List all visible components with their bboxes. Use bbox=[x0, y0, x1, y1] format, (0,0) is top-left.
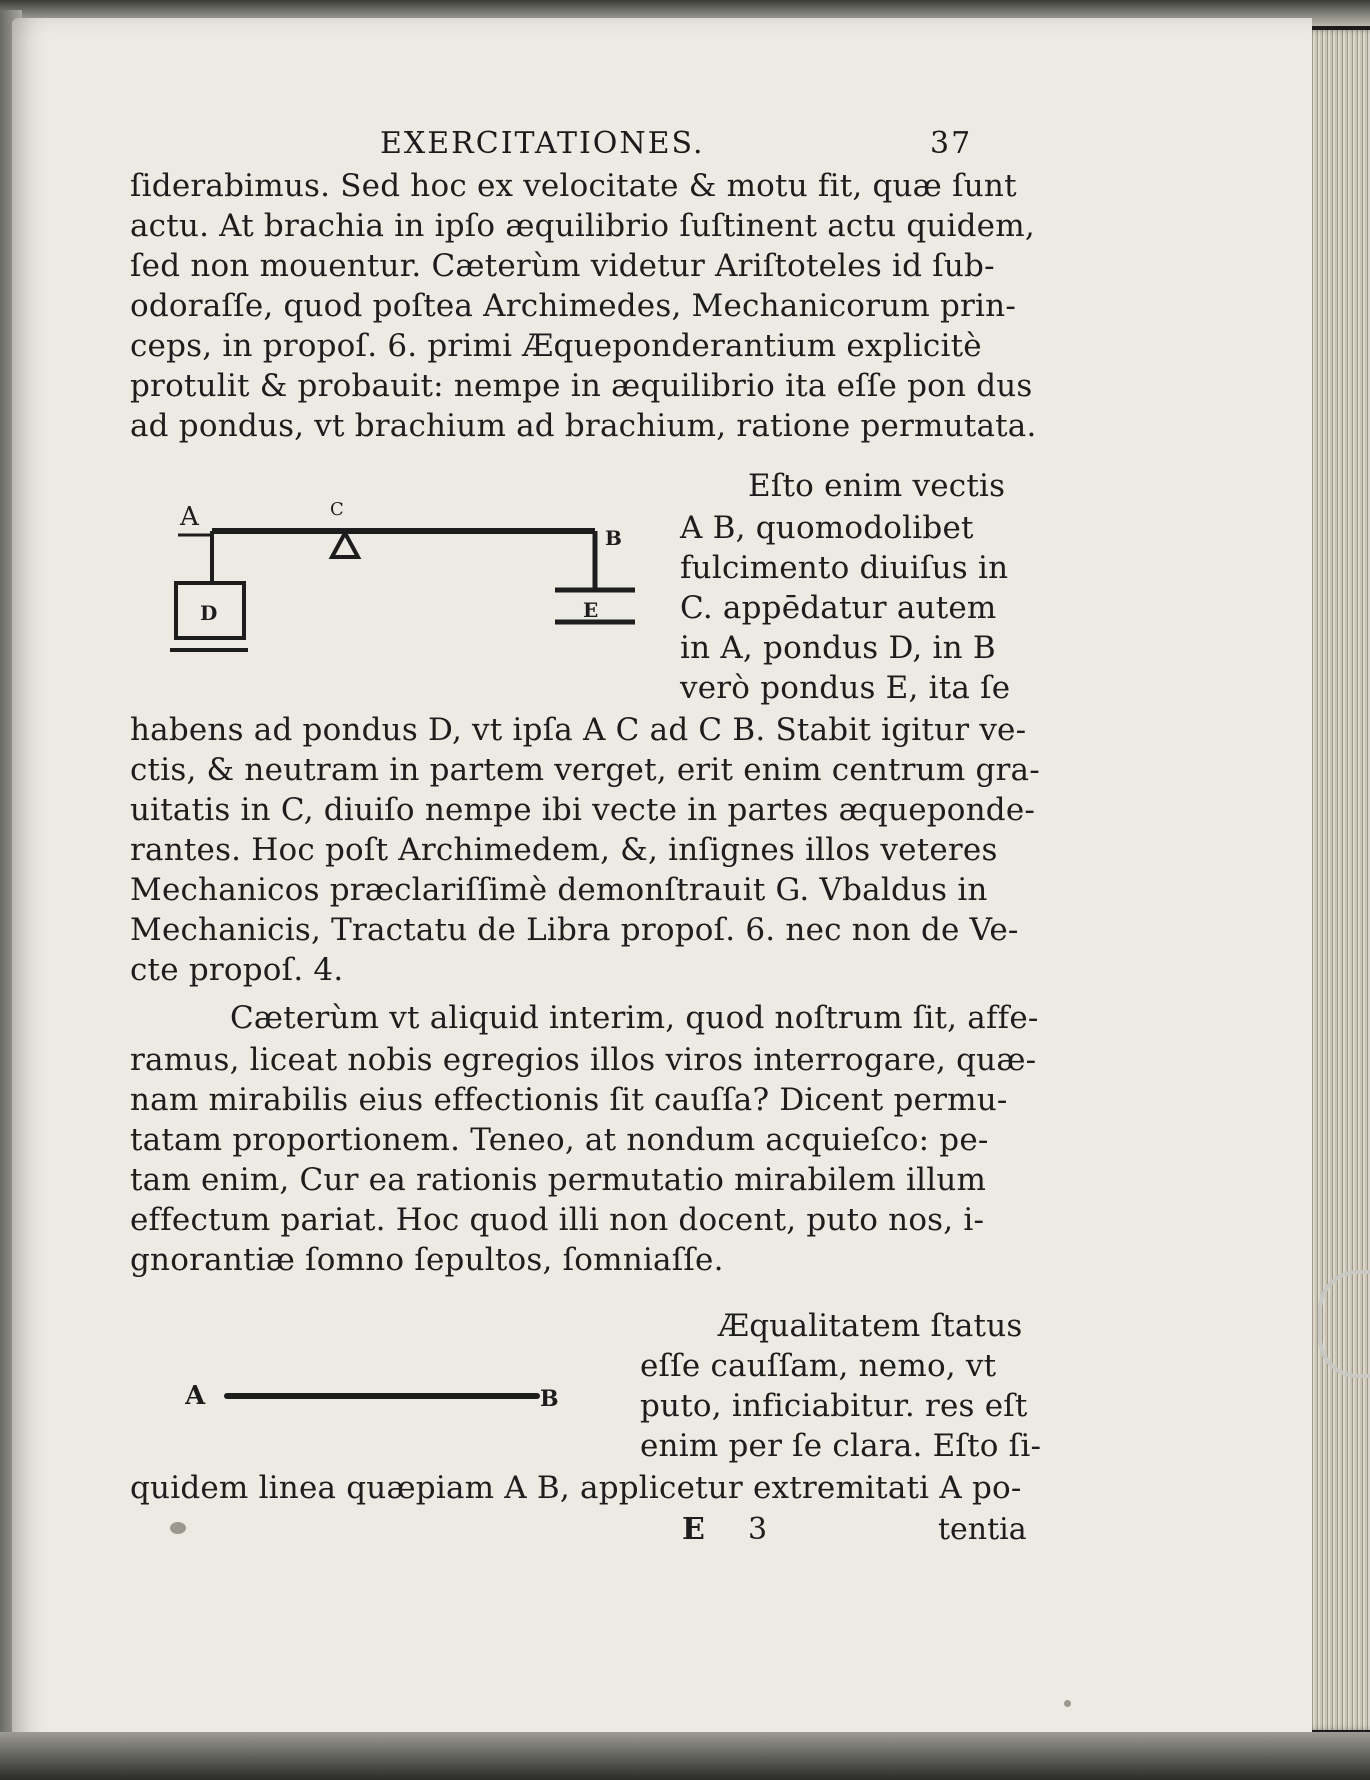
fulcrum-triangle bbox=[332, 533, 358, 557]
text-line: ſiderabimus. Sed hoc ex velocitate & motu fit, quæ ſunt bbox=[130, 168, 1017, 204]
text-line: ceps, in propoſ. 6. primi Æqueponderantium explicitè bbox=[130, 328, 982, 364]
text-line: Eſto enim vectis bbox=[748, 468, 1006, 504]
page-clip bbox=[1318, 1270, 1370, 1378]
text-line: in A, pondus D, in B bbox=[680, 630, 996, 666]
text-line: Cæterùm vt aliquid interim, quod noſtrum ſit, affe- bbox=[230, 1000, 1039, 1036]
page-number: 37 bbox=[930, 126, 973, 161]
text-line: ramus, liceat nobis egregios illos viros interrogare, quæ- bbox=[130, 1042, 1037, 1078]
text-line: eſſe cauſſam, nemo, vt bbox=[640, 1348, 997, 1384]
text-line: rantes. Hoc poſt Archimedem, &, inſignes illos veteres bbox=[130, 832, 998, 868]
label-a: A bbox=[185, 1381, 206, 1411]
text-line: cte propoſ. 4. bbox=[130, 952, 344, 988]
text-line: fulcimento diuiſus in bbox=[680, 550, 1009, 586]
text-line: Mechanicos præclariſſimè demonſtrauit G. Vbaldus in bbox=[130, 872, 988, 908]
text-line: enim per ſe clara. Eſto ſi- bbox=[640, 1428, 1042, 1464]
line-ab-diagram bbox=[185, 1370, 575, 1420]
text-line: A B, quomodolibet bbox=[680, 510, 974, 546]
text-line: puto, inficiabitur. res eſt bbox=[640, 1388, 1028, 1424]
text-line: quidem linea quæpiam A B, applicetur extremitati A po- bbox=[130, 1470, 1022, 1506]
text-line: nam mirabilis eius effectionis ſit cauſſa? Dicent permu- bbox=[130, 1082, 1008, 1118]
text-line: ſed non mouentur. Cæterùm videtur Ariſtoteles id ſub- bbox=[130, 248, 995, 284]
text-line: protulit & probauit: nempe in æquilibrio ita eſſe pon dus bbox=[130, 368, 1033, 404]
text-line: ctis, & neutram in partem verget, erit enim centrum gra- bbox=[130, 752, 1040, 788]
label-b: B bbox=[540, 1386, 559, 1412]
text-line: C. appēdatur autem bbox=[680, 590, 997, 626]
text-line: odoraſſe, quod poſtea Archimedes, Mechanicorum prin- bbox=[130, 288, 1017, 324]
text-line: actu. At brachia in ipſo æquilibrio ſuſtinent actu quidem, bbox=[130, 208, 1035, 244]
running-head bbox=[0, 126, 1370, 166]
text-line: effectum pariat. Hoc quod illi non docent, puto nos, i- bbox=[130, 1202, 985, 1238]
signature-mark: E bbox=[682, 1512, 705, 1547]
text-line: ad pondus, vt brachium ad brachium, ratione permutata. bbox=[130, 408, 1037, 444]
text-line: tatam proportionem. Teneo, at nondum acquieſco: pe- bbox=[130, 1122, 989, 1158]
label-a: A bbox=[180, 502, 199, 532]
text-line: Æqualitatem ſtatus bbox=[718, 1308, 1023, 1344]
catchword: tentia bbox=[938, 1512, 1027, 1547]
label-d: D bbox=[200, 601, 218, 625]
signature-number: 3 bbox=[748, 1512, 768, 1547]
ink-stain bbox=[170, 1522, 186, 1534]
text-line: gnorantiæ ſomno ſepultos, ſomniaſſe. bbox=[130, 1242, 724, 1278]
text-line: tam enim, Cur ea rationis permutatio mirabilem illum bbox=[130, 1162, 987, 1198]
text-line: uitatis in C, diuiſo nempe ibi vecte in partes æqueponde- bbox=[130, 792, 1036, 828]
label-b: B bbox=[605, 526, 622, 550]
running-head-title: EXERCITATIONES. bbox=[380, 126, 705, 161]
ink-stain bbox=[1064, 1700, 1071, 1707]
label-c: C bbox=[330, 499, 344, 520]
lever-diagram bbox=[160, 495, 650, 665]
text-line: verò pondus E, ita ſe bbox=[680, 670, 1011, 706]
text-line: Mechanicis, Tractatu de Libra propoſ. 6. nec non de Ve- bbox=[130, 912, 1019, 948]
book-bottom-edge bbox=[0, 1732, 1370, 1780]
text-line: habens ad pondus D, vt ipſa A C ad C B. Stabit igitur ve- bbox=[130, 712, 1027, 748]
label-e: E bbox=[583, 598, 599, 622]
